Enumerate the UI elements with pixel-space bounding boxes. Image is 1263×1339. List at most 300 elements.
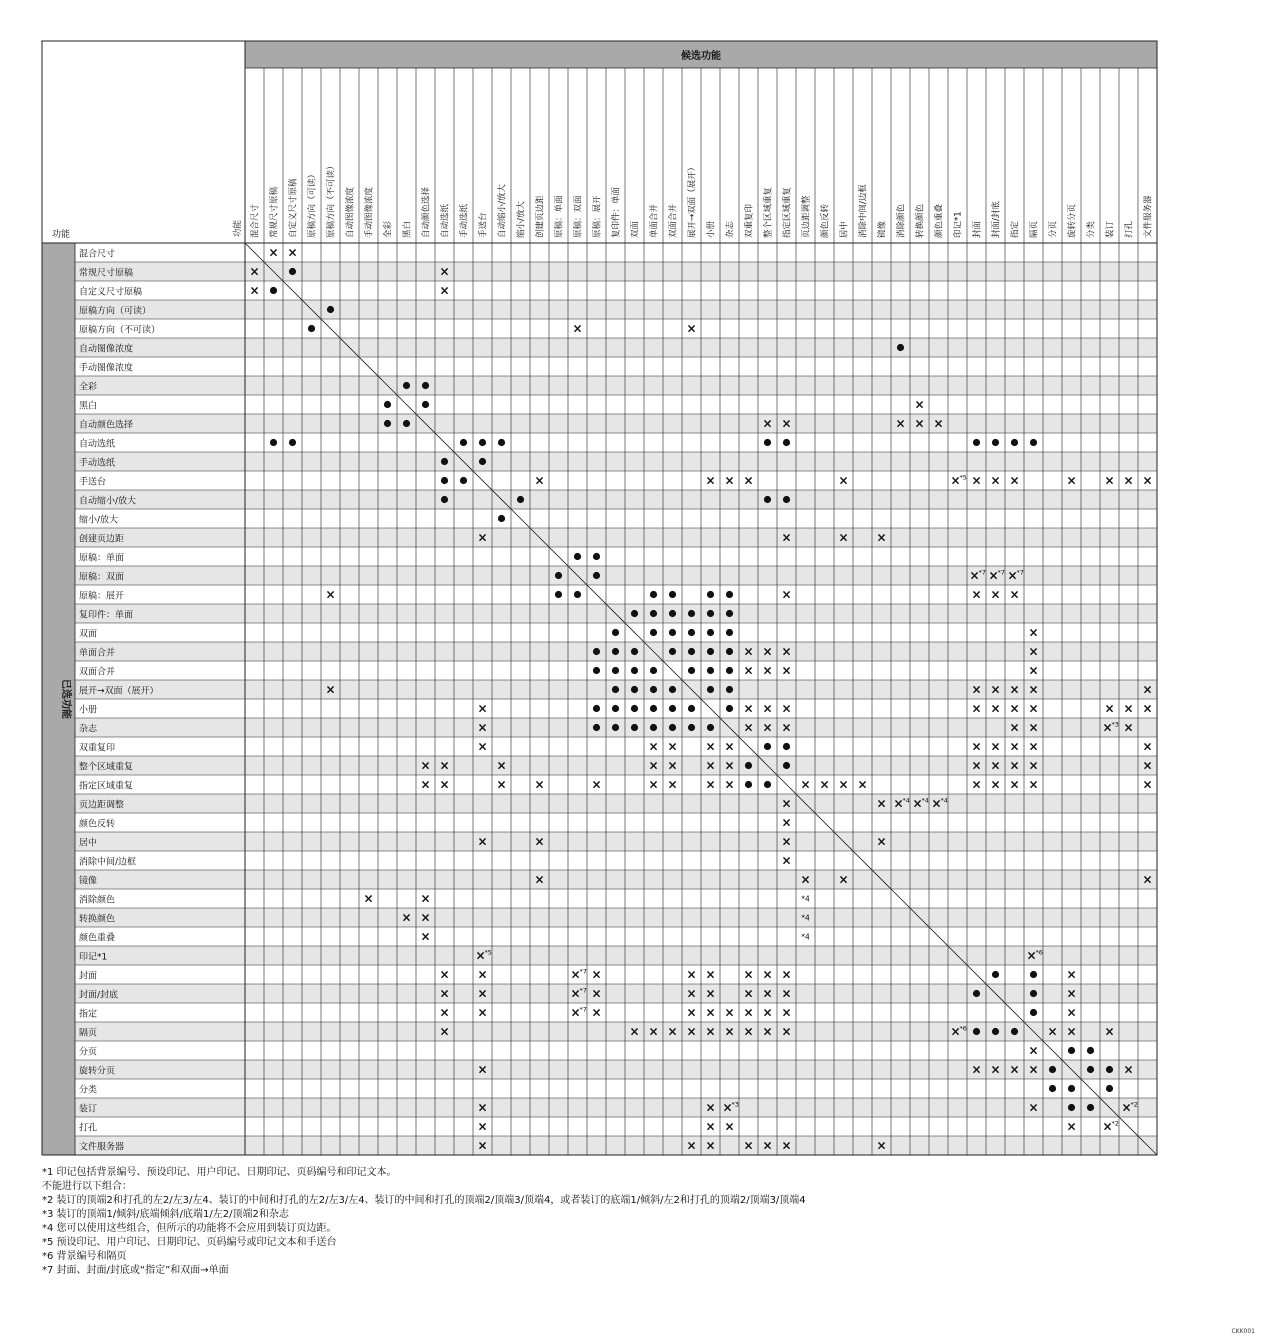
- row-label: 原稿：双面: [79, 572, 125, 583]
- incompatible-cross: ×: [762, 701, 773, 716]
- incompatible-cross: ×: [781, 587, 792, 602]
- incompatible-cross: ×: [762, 967, 773, 982]
- column-label: 文件服务器: [1143, 195, 1154, 238]
- incompatible-cross: ×: [1009, 587, 1020, 602]
- column-label: 手送台: [478, 212, 489, 238]
- compatible-dot: [612, 705, 619, 712]
- incompatible-cross: ×: [1028, 739, 1039, 754]
- row-shade: [75, 832, 1157, 851]
- compatible-dot: [593, 667, 600, 674]
- incompatible-cross: ×: [420, 777, 431, 792]
- column-label: 自动缩小/放大: [497, 184, 508, 238]
- incompatible-cross: ×: [570, 967, 581, 982]
- compatible-dot: [707, 686, 714, 693]
- compatible-dot: [726, 610, 733, 617]
- incompatible-cross: ×: [819, 777, 830, 792]
- column-label: 全彩: [383, 220, 394, 238]
- cross-note-mark: *7: [579, 967, 587, 976]
- incompatible-cross: ×: [287, 245, 298, 260]
- incompatible-cross: ×: [686, 967, 697, 982]
- incompatible-cross: ×: [743, 644, 754, 659]
- incompatible-cross: ×: [781, 796, 792, 811]
- cross-note-mark: *4: [921, 796, 929, 805]
- incompatible-cross: ×: [496, 777, 507, 792]
- compatible-dot: [1087, 1047, 1094, 1054]
- incompatible-cross: ×: [1123, 720, 1134, 735]
- compatible-dot: [745, 781, 752, 788]
- incompatible-cross: ×: [988, 568, 999, 583]
- row-label: 封面: [79, 971, 98, 982]
- incompatible-cross: ×: [477, 720, 488, 735]
- incompatible-cross: ×: [249, 283, 260, 298]
- cross-note-mark: *4: [940, 796, 948, 805]
- cross-note-mark: *2: [1130, 1100, 1138, 1109]
- compatible-dot: [745, 762, 752, 769]
- compatible-dot: [726, 591, 733, 598]
- incompatible-cross: ×: [648, 777, 659, 792]
- incompatible-cross: ×: [686, 1005, 697, 1020]
- incompatible-cross: ×: [781, 663, 792, 678]
- incompatible-cross: ×: [363, 891, 374, 906]
- column-label: 页边距调整: [801, 195, 812, 238]
- incompatible-cross: ×: [838, 530, 849, 545]
- incompatible-cross: ×: [705, 1119, 716, 1134]
- compatible-dot: [289, 439, 296, 446]
- incompatible-cross: ×: [705, 758, 716, 773]
- compatible-dot: [783, 743, 790, 750]
- incompatible-cross: ×: [705, 739, 716, 754]
- compatible-dot: [517, 496, 524, 503]
- incompatible-cross: ×: [931, 796, 942, 811]
- incompatible-cross: ×: [1026, 948, 1037, 963]
- incompatible-cross: ×: [1028, 625, 1039, 640]
- incompatible-cross: ×: [1104, 701, 1115, 716]
- incompatible-cross: ×: [439, 283, 450, 298]
- compatible-dot: [650, 610, 657, 617]
- incompatible-cross: ×: [686, 1024, 697, 1039]
- compatible-dot: [973, 1028, 980, 1035]
- row-label: 印记*1: [79, 952, 108, 963]
- row-label: 创建页边距: [79, 534, 125, 545]
- incompatible-cross: ×: [439, 777, 450, 792]
- column-label: 单面合并: [649, 203, 660, 238]
- row-label: 自动缩小/放大: [79, 496, 137, 507]
- incompatible-cross: ×: [1104, 1024, 1115, 1039]
- compatible-dot: [460, 477, 467, 484]
- incompatible-cross: ×: [781, 644, 792, 659]
- incompatible-cross: ×: [1142, 777, 1153, 792]
- column-label: 双面: [630, 220, 641, 238]
- incompatible-cross: ×: [1142, 473, 1153, 488]
- incompatible-cross: ×: [990, 758, 1001, 773]
- incompatible-cross: ×: [912, 796, 923, 811]
- incompatible-cross: ×: [477, 1119, 488, 1134]
- incompatible-cross: ×: [724, 777, 735, 792]
- incompatible-cross: ×: [971, 587, 982, 602]
- compatible-dot: [992, 1028, 999, 1035]
- incompatible-cross: ×: [1142, 682, 1153, 697]
- row-label: 原稿方向（可读）: [79, 306, 152, 317]
- column-label: 印记*1: [953, 211, 964, 238]
- compatible-dot: [726, 648, 733, 655]
- cross-note-mark: *5: [959, 473, 967, 482]
- incompatible-cross: ×: [1142, 758, 1153, 773]
- row-shade: [75, 262, 1157, 281]
- row-label: 镜像: [79, 876, 98, 887]
- row-shade: [75, 300, 1157, 319]
- column-label: 转换颜色: [915, 203, 926, 238]
- incompatible-cross: ×: [971, 473, 982, 488]
- incompatible-cross: ×: [477, 986, 488, 1001]
- column-label: 自动图像浓度: [345, 186, 356, 238]
- incompatible-cross: ×: [876, 1138, 887, 1153]
- incompatible-cross: ×: [705, 777, 716, 792]
- incompatible-cross: ×: [1102, 720, 1113, 735]
- incompatible-cross: ×: [990, 473, 1001, 488]
- incompatible-cross: ×: [762, 1138, 773, 1153]
- row-label: 双面: [79, 629, 98, 640]
- incompatible-cross: ×: [477, 967, 488, 982]
- compatible-dot: [764, 781, 771, 788]
- incompatible-cross: ×: [1028, 720, 1039, 735]
- incompatible-cross: ×: [534, 834, 545, 849]
- column-label: 颜色重叠: [934, 203, 945, 238]
- footnote-7: *7 封面、封面/封底或“指定”和双面→单面: [42, 1265, 229, 1276]
- compatible-dot: [422, 382, 429, 389]
- compatible-dot: [441, 477, 448, 484]
- compatible-dot: [688, 724, 695, 731]
- compatible-dot: [764, 496, 771, 503]
- compatible-dot: [460, 439, 467, 446]
- column-label: 指定: [1010, 220, 1021, 238]
- row-shade: [75, 1136, 1157, 1155]
- columns-corner-label: 功能: [233, 219, 243, 237]
- column-label: 分类: [1086, 220, 1097, 238]
- incompatible-cross: ×: [1066, 1024, 1077, 1039]
- compatible-dot: [707, 648, 714, 655]
- incompatible-cross: ×: [1142, 701, 1153, 716]
- row-shade: [75, 490, 1157, 509]
- column-label: 手动选纸: [459, 203, 470, 238]
- incompatible-cross: ×: [705, 1005, 716, 1020]
- incompatible-cross: ×: [1028, 682, 1039, 697]
- incompatible-cross: ×: [781, 1138, 792, 1153]
- incompatible-cross: ×: [838, 872, 849, 887]
- compatible-dot: [707, 724, 714, 731]
- row-label: 页边距调整: [79, 800, 125, 811]
- incompatible-cross: ×: [705, 967, 716, 982]
- column-label: 双重复印: [744, 203, 755, 238]
- incompatible-cross: ×: [439, 986, 450, 1001]
- incompatible-cross: ×: [1066, 986, 1077, 1001]
- row-label: 居中: [79, 838, 98, 849]
- row-label: 自定义尺寸原稿: [79, 287, 143, 298]
- compatible-dot: [726, 667, 733, 674]
- column-label: 杂志: [725, 220, 736, 238]
- column-label: 自动颜色选择: [421, 186, 432, 238]
- incompatible-cross: ×: [1066, 1005, 1077, 1020]
- compatible-dot: [992, 971, 999, 978]
- compatible-dot: [669, 591, 676, 598]
- incompatible-cross: ×: [1028, 663, 1039, 678]
- row-shade: [75, 528, 1157, 547]
- incompatible-cross: ×: [1009, 777, 1020, 792]
- compatible-dot: [688, 705, 695, 712]
- incompatible-cross: ×: [534, 777, 545, 792]
- incompatible-cross: ×: [1028, 1100, 1039, 1115]
- incompatible-cross: ×: [762, 644, 773, 659]
- compatible-dot: [403, 382, 410, 389]
- cross-note-mark: *5: [484, 948, 492, 957]
- compatible-dot: [1049, 1066, 1056, 1073]
- compatible-dot: [308, 325, 315, 332]
- incompatible-cross: ×: [1009, 739, 1020, 754]
- compatible-dot: [612, 648, 619, 655]
- column-label: 封面/封底: [991, 201, 1002, 238]
- compatible-dot: [726, 686, 733, 693]
- column-label: 黑白: [402, 220, 413, 238]
- footnote-1: *1 印记包括背景编号、预设印记、用户印记、日期印记、页码编号和印记文本。: [42, 1167, 397, 1178]
- note-mark: *4: [801, 932, 810, 942]
- row-shade: [75, 452, 1157, 471]
- compatible-dot: [764, 439, 771, 446]
- incompatible-cross: ×: [722, 1100, 733, 1115]
- incompatible-cross: ×: [477, 1100, 488, 1115]
- incompatible-cross: ×: [420, 929, 431, 944]
- row-shade: [75, 984, 1157, 1003]
- incompatible-cross: ×: [1121, 1100, 1132, 1115]
- row-label: 手动图像浓度: [79, 363, 134, 374]
- column-label: 装订: [1105, 220, 1116, 238]
- row-shade: [75, 908, 1157, 927]
- incompatible-cross: ×: [781, 853, 792, 868]
- column-label: 隔页: [1029, 220, 1040, 238]
- incompatible-cross: ×: [876, 834, 887, 849]
- incompatible-cross: ×: [743, 701, 754, 716]
- compatible-dot: [270, 439, 277, 446]
- compatible-dot: [669, 629, 676, 636]
- incompatible-cross: ×: [781, 1024, 792, 1039]
- row-label: 原稿：单面: [79, 553, 125, 564]
- incompatible-cross: ×: [1028, 1043, 1039, 1058]
- row-label: 自动选纸: [79, 439, 116, 450]
- incompatible-cross: ×: [439, 264, 450, 279]
- footnote-3: *3 装订的顶端1/倾斜/底端倾斜/底端1/左2/顶端2和杂志: [42, 1209, 289, 1220]
- compatible-dot: [574, 591, 581, 598]
- incompatible-cross: ×: [1123, 701, 1134, 716]
- incompatible-cross: ×: [439, 1005, 450, 1020]
- incompatible-cross: ×: [971, 758, 982, 773]
- incompatible-cross: ×: [743, 967, 754, 982]
- incompatible-cross: ×: [893, 796, 904, 811]
- incompatible-cross: ×: [1066, 967, 1077, 982]
- compatible-dot: [897, 344, 904, 351]
- incompatible-cross: ×: [1028, 701, 1039, 716]
- incompatible-cross: ×: [1009, 473, 1020, 488]
- column-label: 复印件：单面: [611, 186, 622, 238]
- compatible-dot: [327, 306, 334, 313]
- compatible-dot: [992, 439, 999, 446]
- footnote-2: *2 装订的顶端2和打孔的左2/左3/左4、装订的中间和打孔的左2/左3/左4、装订的中间和打孔的顶端2/顶端3/顶端4，或者装订的底端1/倾斜/左2和打孔的顶端2/顶端3/顶端4: [42, 1195, 806, 1206]
- incompatible-cross: ×: [686, 321, 697, 336]
- incompatible-cross: ×: [420, 758, 431, 773]
- incompatible-cross: ×: [762, 1024, 773, 1039]
- compatible-dot: [498, 439, 505, 446]
- image-code: CKK001: [1231, 1328, 1255, 1335]
- incompatible-cross: ×: [1009, 720, 1020, 735]
- row-label: 消除中间/边框: [79, 857, 137, 868]
- compatible-dot: [650, 591, 657, 598]
- incompatible-cross: ×: [762, 720, 773, 735]
- compatible-dot: [631, 648, 638, 655]
- column-label: 旋转分页: [1067, 203, 1078, 238]
- cross-note-mark: *2: [1111, 1119, 1119, 1128]
- row-label: 黑白: [79, 401, 98, 412]
- compatible-dot: [707, 629, 714, 636]
- incompatible-cross: ×: [477, 1005, 488, 1020]
- compatible-dot: [707, 610, 714, 617]
- row-label: 小册: [79, 705, 98, 716]
- incompatible-cross: ×: [724, 739, 735, 754]
- compatible-dot: [1068, 1047, 1075, 1054]
- compatible-dot: [631, 686, 638, 693]
- incompatible-cross: ×: [1047, 1024, 1058, 1039]
- compatible-dot: [593, 648, 600, 655]
- incompatible-cross: ×: [1066, 1119, 1077, 1134]
- column-label: 消除中间/边框: [858, 184, 869, 238]
- column-label: 自动选纸: [440, 203, 451, 238]
- compatible-dot: [631, 724, 638, 731]
- compatible-dot: [669, 686, 676, 693]
- compatible-dot: [688, 667, 695, 674]
- row-label: 旋转分页: [79, 1066, 116, 1077]
- compatible-dot: [1011, 1028, 1018, 1035]
- column-label: 缩小/放大: [516, 201, 527, 238]
- compatible-dot: [1030, 971, 1037, 978]
- incompatible-cross: ×: [800, 872, 811, 887]
- compatible-dot: [1030, 990, 1037, 997]
- incompatible-cross: ×: [570, 1005, 581, 1020]
- incompatible-cross: ×: [477, 530, 488, 545]
- incompatible-cross: ×: [990, 739, 1001, 754]
- incompatible-cross: ×: [420, 891, 431, 906]
- incompatible-cross: ×: [781, 986, 792, 1001]
- row-label: 文件服务器: [79, 1142, 125, 1153]
- compatible-dot: [726, 705, 733, 712]
- compatible-dot: [612, 629, 619, 636]
- incompatible-cross: ×: [762, 416, 773, 431]
- incompatible-cross: ×: [724, 758, 735, 773]
- column-label: 整个区域重复: [763, 186, 774, 238]
- compatible-dot: [1030, 439, 1037, 446]
- column-label: 展开→双面（展开）: [687, 162, 698, 238]
- cross-note-mark: *7: [997, 568, 1005, 577]
- incompatible-cross: ×: [857, 777, 868, 792]
- candidate-header-label: 候选功能: [681, 51, 721, 62]
- compatible-dot: [650, 629, 657, 636]
- footnote-5: *5 预设印记、用户印记、日期印记、页码编号或印记文本和手送台: [42, 1237, 337, 1248]
- incompatible-cross: ×: [705, 1100, 716, 1115]
- row-label: 指定: [79, 1009, 98, 1020]
- incompatible-cross: ×: [781, 815, 792, 830]
- incompatible-cross: ×: [743, 720, 754, 735]
- incompatible-cross: ×: [477, 1062, 488, 1077]
- compatible-dot: [1106, 1085, 1113, 1092]
- compatible-dot: [650, 724, 657, 731]
- compatible-dot: [593, 705, 600, 712]
- cross-note-mark: *7: [579, 1005, 587, 1014]
- compatible-dot: [707, 667, 714, 674]
- row-label: 自动图像浓度: [79, 344, 134, 355]
- compatible-dot: [650, 705, 657, 712]
- incompatible-cross: ×: [496, 758, 507, 773]
- compatible-dot: [726, 629, 733, 636]
- incompatible-cross: ×: [724, 1119, 735, 1134]
- incompatible-cross: ×: [971, 701, 982, 716]
- incompatible-cross: ×: [743, 473, 754, 488]
- incompatible-cross: ×: [1102, 1119, 1113, 1134]
- incompatible-cross: ×: [477, 701, 488, 716]
- incompatible-cross: ×: [534, 872, 545, 887]
- row-label: 装订: [79, 1104, 98, 1115]
- column-label: 常规尺寸原稿: [269, 186, 280, 238]
- incompatible-cross: ×: [1009, 1062, 1020, 1077]
- incompatible-cross: ×: [1123, 1062, 1134, 1077]
- incompatible-cross: ×: [475, 948, 486, 963]
- row-shade: [75, 870, 1157, 889]
- row-label: 双面合并: [79, 667, 116, 678]
- column-label: 居中: [839, 220, 850, 238]
- compatible-dot: [479, 458, 486, 465]
- compatible-dot: [403, 420, 410, 427]
- column-label: 原稿：双面: [573, 195, 584, 238]
- incompatible-cross: ×: [990, 1062, 1001, 1077]
- cross-note-mark: *6: [959, 1024, 967, 1033]
- row-label: 颜色反转: [79, 819, 116, 830]
- row-label: 封面/封底: [79, 990, 119, 1001]
- row-shade: [75, 414, 1157, 433]
- incompatible-cross: ×: [477, 739, 488, 754]
- column-label: 颜色反转: [820, 203, 831, 238]
- incompatible-cross: ×: [570, 986, 581, 1001]
- compatible-dot: [441, 458, 448, 465]
- compatible-dot: [555, 572, 562, 579]
- row-label: 分页: [79, 1047, 98, 1058]
- compatible-dot: [764, 743, 771, 750]
- incompatible-cross: ×: [1009, 682, 1020, 697]
- compatible-dot: [631, 610, 638, 617]
- footnote-6: *6 背景编号和隔页: [42, 1251, 127, 1262]
- column-label: 消除颜色: [896, 203, 907, 238]
- incompatible-cross: ×: [990, 701, 1001, 716]
- compatible-dot: [1068, 1085, 1075, 1092]
- incompatible-cross: ×: [439, 1024, 450, 1039]
- incompatible-cross: ×: [629, 1024, 640, 1039]
- compatible-dot: [612, 686, 619, 693]
- compatible-dot: [1030, 1009, 1037, 1016]
- row-label: 单面合并: [79, 648, 116, 659]
- incompatible-cross: ×: [781, 701, 792, 716]
- incompatible-cross: ×: [781, 834, 792, 849]
- row-shade: [75, 338, 1157, 357]
- incompatible-cross: ×: [705, 1024, 716, 1039]
- row-label: 混合尺寸: [79, 249, 116, 260]
- compatible-dot: [688, 610, 695, 617]
- compatible-dot: [270, 287, 277, 294]
- incompatible-cross: ×: [325, 587, 336, 602]
- selected-header-label: 已选功能: [60, 679, 71, 719]
- incompatible-cross: ×: [667, 739, 678, 754]
